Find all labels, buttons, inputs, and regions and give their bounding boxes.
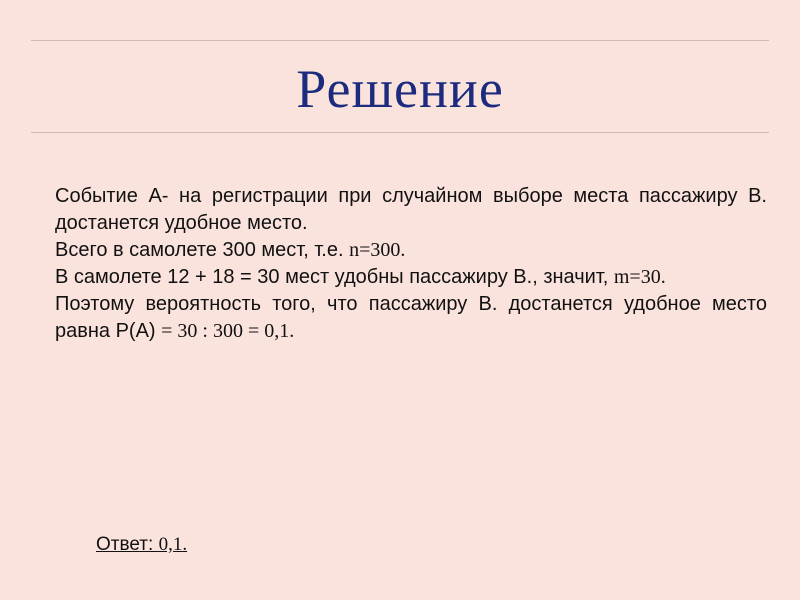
total-seats-formula: n=300. [349, 239, 406, 261]
total-seats-text: Всего в самолете 300 мест, т.е. [55, 239, 350, 261]
paragraph-favorable-seats [55, 264, 767, 291]
answer-value: 0,1 [158, 534, 183, 555]
answer-line [96, 533, 187, 557]
paragraph-probability [55, 291, 767, 345]
paragraph-total-seats [55, 237, 767, 264]
slide-title: Решение [296, 59, 504, 119]
bottom-divider [31, 132, 769, 133]
probability-text: Поэтому вероятность того, что пассажиру В. достанется удобное место равна Р(А) [55, 293, 767, 342]
paragraph-event-definition [55, 183, 767, 237]
top-divider [31, 40, 769, 41]
probability-formula: = 30 : 300 = 0,1. [161, 320, 295, 342]
event-definition-text: Событие А- на регистрации при случайном выборе места пассажиру В. достанется удобное место. [55, 185, 767, 234]
answer-label: Ответ: [96, 534, 159, 555]
favorable-seats-text: В самолете 12 + 18 = 30 мест удобны пассажиру В., значит, [55, 266, 614, 288]
answer-period: . [182, 534, 188, 555]
solution-text [55, 183, 767, 345]
favorable-seats-formula: m=30. [613, 266, 666, 288]
